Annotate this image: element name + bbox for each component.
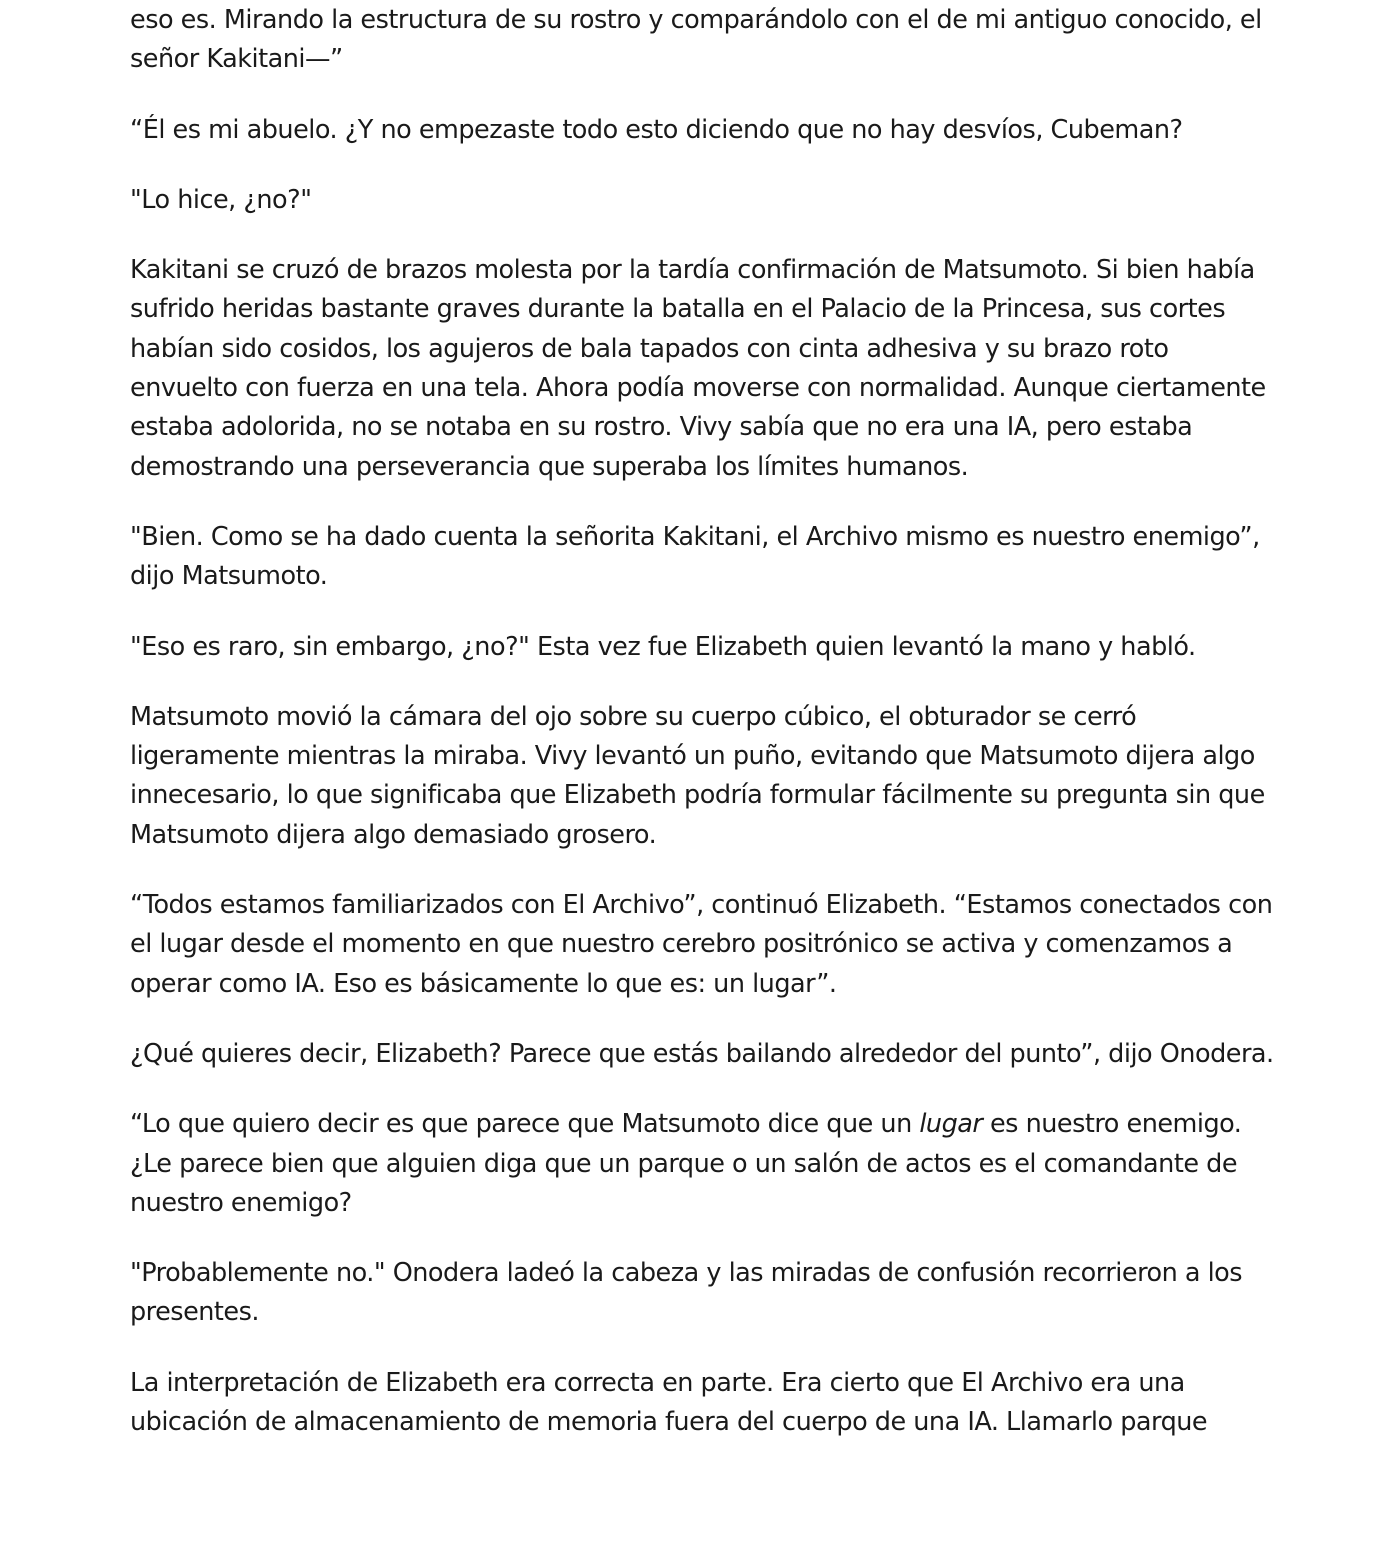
paragraph-8: “Todos estamos familiarizados con El Archivo”, continuó Elizabeth. “Estamos conectados con el lugar desde el momento en que nuestro cerebro positrónico se activa y comenzamos a operar como IA. Eso es básicamente lo que es: un lugar”. [130,890,1273,999]
body-text [130,1,1280,1442]
paragraph-10 [130,1105,1280,1223]
paragraph-6: "Eso es raro, sin embargo, ¿no?" Esta vez fue Elizabeth quien levantó la mano y habló. [130,631,1196,662]
paragraph-9: ¿Qué quieres decir, Elizabeth? Parece que estás bailando alrededor del punto”, dijo Onodera. [130,1038,1274,1069]
paragraph-2: “Él es mi abuelo. ¿Y no empezaste todo esto diciendo que no hay desvíos, Cubeman? [130,114,1183,145]
paragraph-7: Matsumoto movió la cámara del ojo sobre su cuerpo cúbico, el obturador se cerró ligeramente mientras la miraba. Vivy levantó un puño, evitando que Matsumoto dijera algo innecesario, lo que significaba que Elizabeth podría formular fácilmente su pregunta sin que Matsumoto dijera algo demasiado grosero. [130,701,1265,850]
paragraph-10-after: es nuestro enemigo. ¿Le parece bien que alguien diga que un parque o un salón de actos es el comandante de nuestro enemigo? [130,1109,1242,1218]
paragraph-11: "Probablemente no." Onodera ladeó la cabeza y las miradas de confusión recorrieron a los presentes. [130,1258,1243,1328]
paragraph-12: La interpretación de Elizabeth era correcta en parte. Era cierto que El Archivo era una ubicación de almacenamiento de memoria fuera del cuerpo de una IA. Llamarlo parque [130,1367,1208,1438]
paragraph-10-before: “Lo que quiero decir es que parece que Matsumoto dice que un [130,1109,920,1140]
paragraph-4: Kakitani se cruzó de brazos molesta por la tardía confirmación de Matsumoto. Si bien había sufrido heridas bastante graves durante la batalla en el Palacio de la Princesa, sus cortes habían sido cosidos, los agujeros de bala tapados con cinta adhesiva y su brazo roto envuelto con fuerza en una tela. Ahora podía moverse con normalidad. Aunque ciertamente estaba adolorida, no se notaba en su rostro. Vivy sabía que no era una IA, pero estaba demostrando una perseverancia que superaba los límites humanos. [130,255,1266,482]
paragraph-1: eso es. Mirando la estructura de su rostro y comparándolo con el de mi antiguo conocido, el señor Kakitani—” [130,5,1262,75]
paragraph-5: "Bien. Como se ha dado cuenta la señorita Kakitani, el Archivo mismo es nuestro enemigo”, dijo Matsumoto. [130,521,1260,592]
paragraph-3: "Lo hice, ¿no?" [130,184,312,215]
paragraph-10-italic-word: lugar [919,1109,983,1140]
